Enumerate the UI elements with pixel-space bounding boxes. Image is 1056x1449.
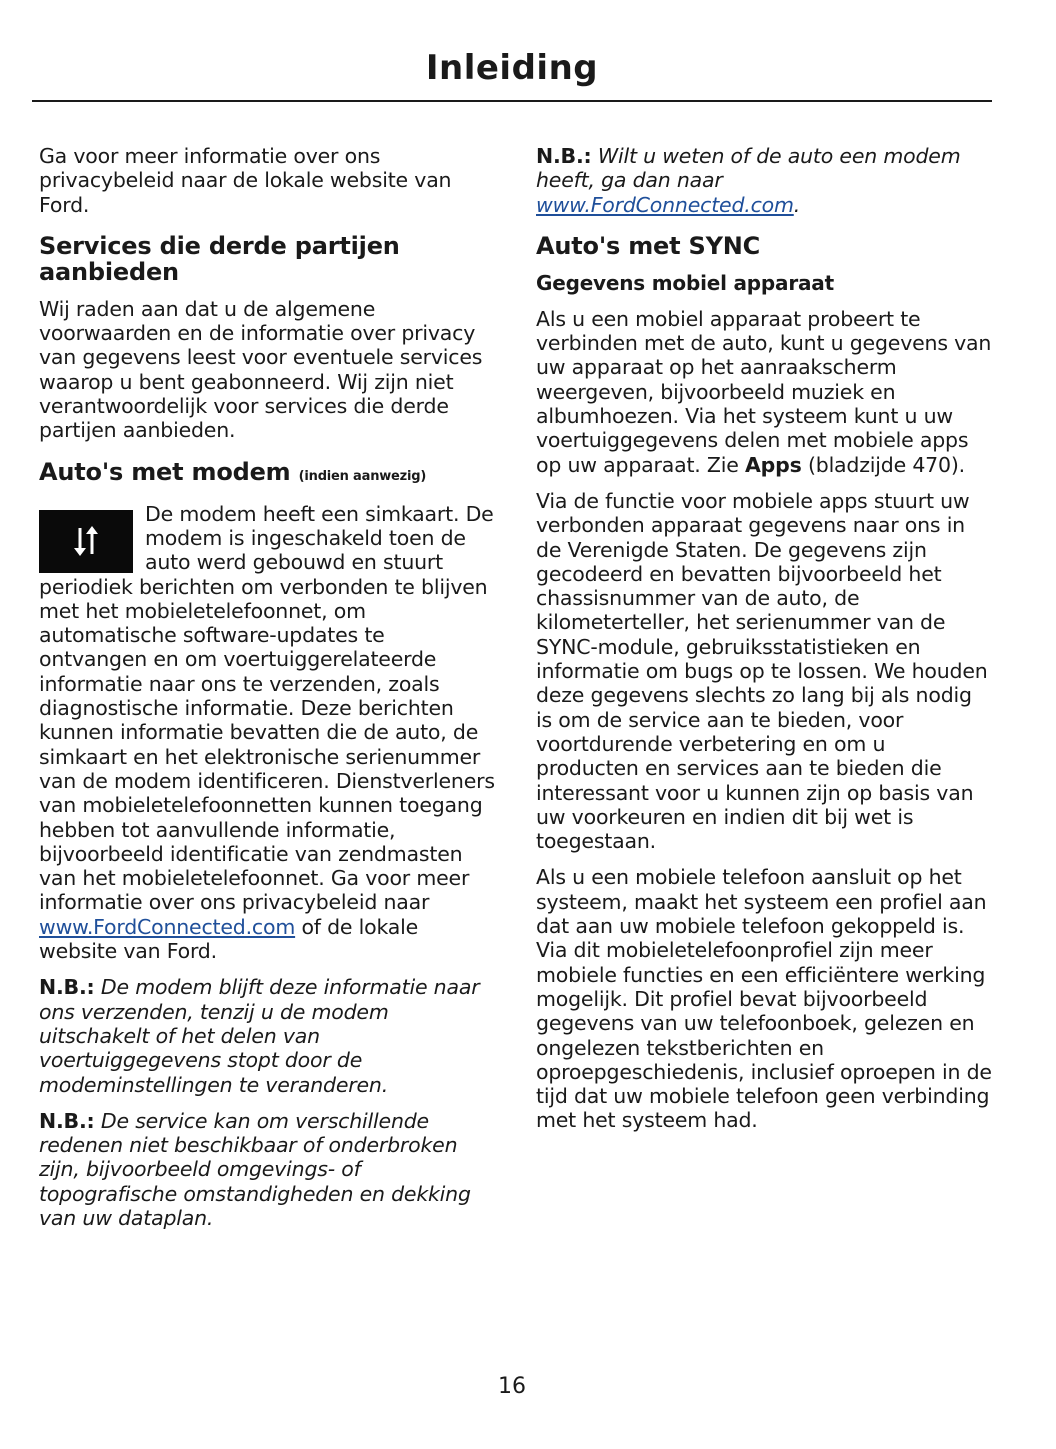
left-column <box>39 144 495 1242</box>
sync-paragraph-1-text: Als u een mobiel apparaat probeert te verbinden met de auto, kunt u gegevens van uw apparaat op het aanraakscherm weergeven, bijvoorbeeld muziek en albumhoezen. Via het systeem kunt u uw voertuiggegevens delen met mobiele apps op uw apparaat. Zie <box>536 306 992 477</box>
right-column <box>536 144 992 1145</box>
note-end: . <box>793 192 801 217</box>
fordconnected-link[interactable]: www.FordConnected.com <box>39 914 296 939</box>
intro-paragraph: Ga voor meer informatie over ons privacybeleid naar de lokale website van Ford. <box>39 144 452 217</box>
modem-text: De modem heeft een simkaart. De modem is ingeschakeld toen de auto werd gebouwd en stuurt periodiek berichten om verbonden te blijven met het mobieletelefoonnet, om automatische software-updates te ontvangen en om voertuiggerelateerde informatie naar ons te verzenden, zoals diagnostische informatie. Deze berichten kunnen informatie bevatten die de auto, de simkaart en het elektronische serienummer van de modem identificeren. Dienstverleners van mobieletelefoonnetten kunnen toegang hebben tot aanvullende informatie, bijvoorbeeld identificatie van zendmasten van het mobieletelefoonnet. Ga voor meer informatie over ons privacybeleid naar <box>39 501 495 915</box>
note-text: De modem blijft deze informatie naar ons verzenden, tenzij u de modem uitschakelt of het delen van voertuiggegevens stopt door de modeminstellingen te veranderen. <box>39 975 480 1097</box>
modem-transfer-arrows-icon <box>39 510 133 573</box>
section-third-party-title: Services die derde partijen aanbieden <box>39 231 400 286</box>
modem-paragraph <box>39 502 495 964</box>
fordconnected-link[interactable]: www.FordConnected.com <box>536 192 794 217</box>
modem-text-end: of de lokale website van Ford. <box>39 914 419 964</box>
note-text: De service kan om verschillende redenen niet beschikbaar of onderbroken zijn, bijvoorbeeld omgevings- of topografische omstandigheden en dekking van uw dataplan. <box>39 1108 471 1230</box>
page-title: Inleiding <box>425 48 599 88</box>
page-reference: (bladzijde 470). <box>807 452 965 477</box>
section-sync-title: Auto's met SYNC <box>536 231 761 260</box>
page-number: 16 <box>498 1374 526 1399</box>
note-label: N.B.: <box>39 1108 95 1133</box>
note-text: Wilt u weten of de auto een modem heeft, ga dan naar <box>536 144 961 193</box>
note-modem-disable <box>39 975 495 1096</box>
note-modem-check <box>536 144 992 217</box>
section-third-party-text: Wij raden aan dat u de algemene voorwaarden en de informatie over privacy van gegevens leest voor eventuele services waarop u bent geabonneerd. Wij zijn niet verantwoordelijk voor services die derde partijen aanbieden. <box>39 296 483 443</box>
note-label: N.B.: <box>39 975 95 1000</box>
note-label: N.B.: <box>536 144 592 168</box>
sync-paragraph-2: Via de functie voor mobiele apps stuurt uw verbonden apparaat gegevens naar ons in de Verenigde Staten. De gegevens zijn gecodeerd en bevatten bijvoorbeeld het chassisnummer van de auto, de kilometerteller, het serienummer van de SYNC-module, gebruiksstatistieken en informatie om bugs op te lossen. We houden deze gegevens slechts zo lang bij als nodig is om de service aan te bieden, voor voortdurende verbetering en om u producten en services aan te bieden die interessant voor u kunnen zijn op basis van uw voorkeuren en indien dit bij wet is toegestaan. <box>536 488 988 854</box>
sync-paragraph-1 <box>536 307 992 477</box>
apps-reference: Apps <box>745 452 802 477</box>
note-service-availability <box>39 1109 495 1230</box>
subsection-mobile-data-title: Gegevens mobiel apparaat <box>536 270 834 295</box>
section-modem-title <box>39 459 495 490</box>
section-modem-title-suffix: (indien aanwezig) <box>298 468 427 484</box>
section-modem-title-main: Auto's met modem <box>39 457 291 486</box>
sync-paragraph-3: Als u een mobiele telefoon aansluit op het systeem, maakt het systeem een profiel aan dat aan uw mobiele telefoon gekoppeld is. Via dit mobieletelefoonprofiel zijn meer mobiele functies en een efficiëntere werking mogelijk. Dit profiel bevat bijvoorbeeld gegevens van uw telefoonboek, gelezen en ongelezen tekstberichten en oproepgeschiedenis, inclusief oproepen in de tijd dat uw mobiele telefoon geen verbinding met het systeem had. <box>536 865 992 1133</box>
page-header <box>32 40 992 102</box>
